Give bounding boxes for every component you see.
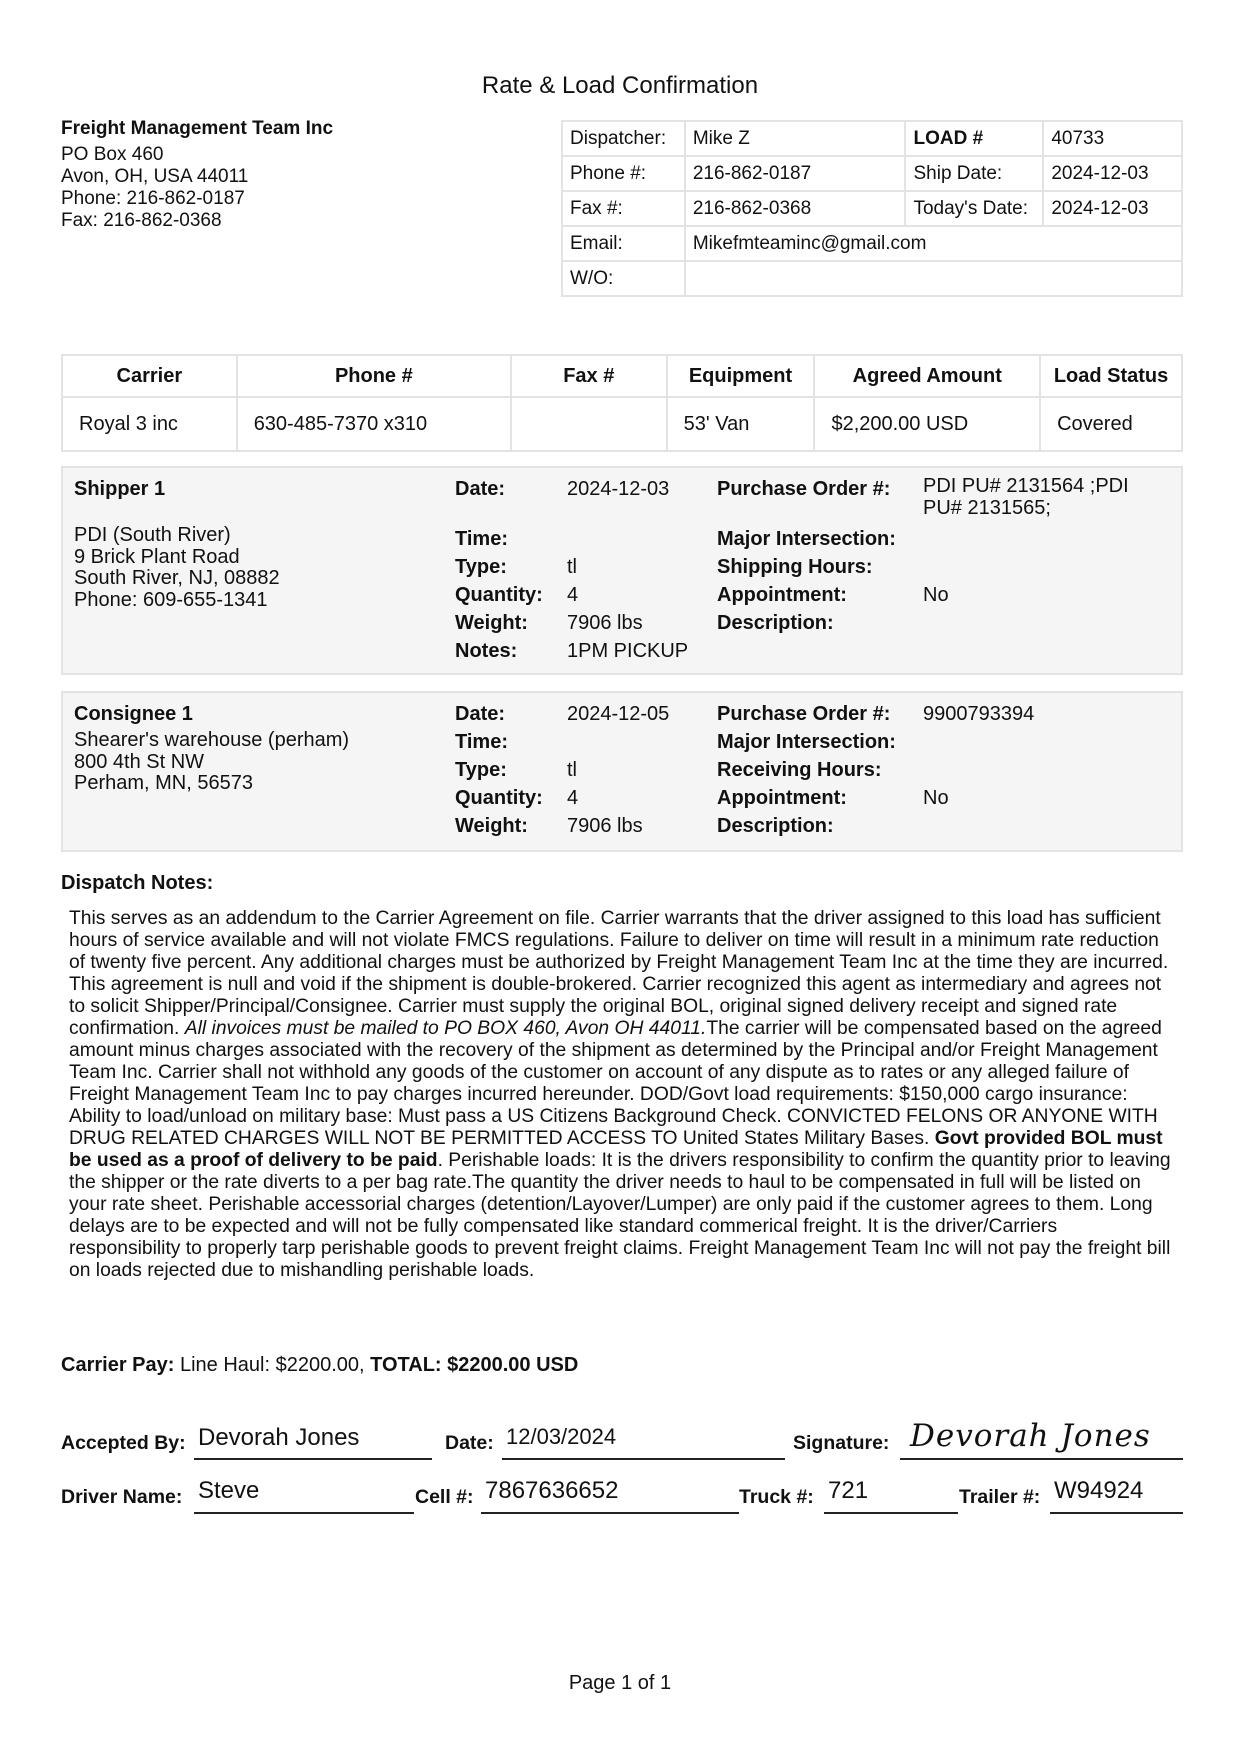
company-fax: Fax: 216-862-0368 xyxy=(61,210,222,231)
notes-text: This serves as an addendum to the Carrier Agreement on file. Carrier warrants that the driver assigned to this load has sufficient hours of service available and will not violate FMCS regulations. Failure to deliver on time will result in a minimum rate reduction of twenty five percent. Any additional charges must be authorized by Freight Management Team Inc at the time they are incurred. This agreement is null and void if the shipment is double-brokered. Carrier recognized this agent as intermediary and agrees not to solicit Shipper/Principal/Consignee. Carrier must supply the original BOL, original signed delivery receipt and signed rate confirmation. xyxy=(69,908,1169,1039)
dispatch-notes-body xyxy=(69,908,1173,1282)
shipper-type-value: tl xyxy=(567,556,577,578)
signature-field[interactable]: Devorah Jones xyxy=(900,1418,1183,1460)
date-field[interactable]: 12/03/2024 xyxy=(502,1424,785,1460)
shipper-date-value: 2024-12-03 xyxy=(567,478,670,500)
shipper-date-label: Date: xyxy=(455,478,506,500)
consignee-title: Consignee 1 xyxy=(74,703,193,725)
receiving-hours-label: Receiving Hours: xyxy=(717,759,882,781)
company-block xyxy=(61,118,333,232)
email-value: Mikefmteaminc@gmail.com xyxy=(685,226,1182,261)
consignee-quantity-value: 4 xyxy=(567,787,579,809)
company-name: Freight Management Team Inc xyxy=(61,118,334,139)
shipper-appointment-label: Appointment: xyxy=(717,584,847,606)
dispatch-phone-value: 216-862-0187 xyxy=(685,156,906,191)
shipper-address xyxy=(74,525,280,611)
company-phone: Phone: 216-862-0187 xyxy=(61,188,245,209)
consignee-type-value: tl xyxy=(567,759,577,781)
shipper-description-label: Description: xyxy=(717,612,834,634)
trailer-field[interactable]: W94924 xyxy=(1050,1477,1183,1514)
shipper-address-line: PDI (South River) xyxy=(74,524,231,546)
shipper-address-line: Phone: 609-655-1341 xyxy=(74,588,268,611)
consignee-box xyxy=(61,691,1183,852)
consignee-description-label: Description: xyxy=(717,815,834,837)
consignee-address xyxy=(74,730,349,795)
consignee-po-label: Purchase Order #: xyxy=(717,703,891,725)
load-status-header: Load Status xyxy=(1040,355,1182,397)
truck-label: Truck #: xyxy=(739,1486,814,1508)
shipper-title: Shipper 1 xyxy=(74,478,166,500)
load-number-value: 40733 xyxy=(1043,121,1182,156)
work-order-value xyxy=(685,261,1182,296)
notes-text: The carrier will be compensated based on the agreed amount minus charges associated with the recovery of the shipment as determined by the Principal and/or Freight Management Team Inc. Carrier shall not withhold any goods of the customer on account of any dispute as to rates or any alleged failure of Freight Management Team Inc to pay charges incurred hereunder. DOD/Govt load requirements: $150,000 cargo insurance: Ability to load/unload on military base: Must pass a US Citizens Background Check. CONVICTED FELONS OR ANYONE WITH DRUG RELATED CHARGES WILL NOT BE PERMITTED ACCESS TO United States Military Bases. xyxy=(69,1018,1162,1149)
cell-field[interactable]: 7867636652 xyxy=(481,1477,739,1514)
shipper-address-line: 9 Brick Plant Road xyxy=(74,545,240,568)
carrier-fax-header: Fax # xyxy=(511,355,667,397)
agreed-amount-header: Agreed Amount xyxy=(814,355,1040,397)
shipper-po-label: Purchase Order #: xyxy=(717,478,891,500)
ship-date-label: Ship Date: xyxy=(905,156,1043,191)
consignee-address-line: 800 4th St NW xyxy=(74,750,205,773)
dispatcher-label: Dispatcher: xyxy=(562,121,685,156)
accepted-by-field[interactable]: Devorah Jones xyxy=(194,1424,432,1460)
accepted-by-label: Accepted By: xyxy=(61,1432,186,1454)
document-title: Rate & Load Confirmation xyxy=(481,72,759,99)
carrier-fax xyxy=(511,397,667,451)
notes-invoice-italic: All invoices must be mailed to PO BOX 460, Avon OH 44011. xyxy=(184,1018,707,1039)
notes-bol-bold: Govt provided BOL must be used as a proof of delivery to be paid xyxy=(69,1128,1163,1171)
driver-name-field[interactable]: Steve xyxy=(194,1477,414,1514)
agreed-amount-value: $2,200.00 USD xyxy=(814,397,1040,451)
carrier-name: Royal 3 inc xyxy=(62,397,237,451)
shipper-major-intersection-label: Major Intersection: xyxy=(717,528,896,550)
shipper-notes-label: Notes: xyxy=(455,640,518,662)
shipper-appointment-value: No xyxy=(923,584,949,606)
carrier-phone: 630-485-7370 x310 xyxy=(237,397,511,451)
consignee-weight-label: Weight: xyxy=(455,815,528,837)
consignee-quantity-label: Quantity: xyxy=(455,787,543,809)
date-label: Date: xyxy=(445,1432,494,1454)
page-number: Page 1 of 1 xyxy=(568,1672,672,1694)
consignee-date-value: 2024-12-05 xyxy=(567,703,670,725)
consignee-appointment-label: Appointment: xyxy=(717,787,847,809)
dispatch-table xyxy=(561,120,1183,297)
dispatch-fax-label: Fax #: xyxy=(562,191,685,226)
carrier-pay-label: Carrier Pay: xyxy=(61,1354,175,1376)
shipper-quantity-label: Quantity: xyxy=(455,584,543,606)
shipper-weight-value: 7906 lbs xyxy=(567,612,643,634)
trailer-label: Trailer #: xyxy=(959,1486,1041,1508)
load-status-value: Covered xyxy=(1040,397,1182,451)
cell-label: Cell #: xyxy=(415,1486,474,1508)
equipment-value: 53' Van xyxy=(667,397,815,451)
consignee-major-intersection-label: Major Intersection: xyxy=(717,731,896,753)
shipper-po-value-cont: PU# 2131565; xyxy=(923,497,1051,519)
shipper-weight-label: Weight: xyxy=(455,612,528,634)
truck-field[interactable]: 721 xyxy=(824,1477,958,1514)
company-address-line1: PO Box 460 xyxy=(61,144,164,165)
email-label: Email: xyxy=(562,226,685,261)
load-number-label: LOAD # xyxy=(905,121,1043,156)
dispatch-notes-heading: Dispatch Notes: xyxy=(61,872,214,894)
dispatch-phone-label: Phone #: xyxy=(562,156,685,191)
shipper-box xyxy=(61,466,1183,675)
todays-date-value: 2024-12-03 xyxy=(1043,191,1182,226)
shipper-quantity-value: 4 xyxy=(567,584,579,606)
shipper-address-line: South River, NJ, 08882 xyxy=(74,567,280,589)
consignee-time-label: Time: xyxy=(455,731,508,753)
line-haul-text: Line Haul: $2200.00, xyxy=(174,1354,371,1376)
consignee-address-line: Perham, MN, 56573 xyxy=(74,772,253,794)
carrier-pay-line xyxy=(61,1354,578,1377)
shipper-po-value: PDI PU# 2131564 ;PDI xyxy=(923,475,1129,497)
signature-label: Signature: xyxy=(793,1432,890,1454)
notes-text: . Perishable loads: It is the drivers responsibility to confirm the quantity prior to leaving the shipper or the rate diverts to a per bag rate.The quantity the driver needs to haul to be compensated in full will be listed on your rate sheet. Perishable accessorial charges (detention/Layover/Lumper) are only paid if the customer agrees to them. Long delays are to be expected and will not be fully compensated like standard commerical freight. It is the driver/Carriers responsibility to properly tarp perishable goods to prevent freight claims. Freight Management Team Inc will not pay the freight bill on loads rejected due to mishandling perishable loads. xyxy=(69,1150,1171,1281)
consignee-type-label: Type: xyxy=(455,759,507,781)
consignee-address-line: Shearer's warehouse (perham) xyxy=(74,729,350,751)
equipment-header: Equipment xyxy=(667,355,815,397)
shipper-time-label: Time: xyxy=(455,528,508,550)
pay-total: TOTAL: $2200.00 USD xyxy=(370,1354,579,1376)
consignee-weight-value: 7906 lbs xyxy=(567,815,643,837)
consignee-appointment-value: No xyxy=(923,787,949,809)
ship-date-value: 2024-12-03 xyxy=(1043,156,1182,191)
carrier-phone-header: Phone # xyxy=(237,355,511,397)
work-order-label: W/O: xyxy=(562,261,685,296)
driver-name-label: Driver Name: xyxy=(61,1486,183,1508)
carrier-table xyxy=(61,354,1183,452)
dispatch-fax-value: 216-862-0368 xyxy=(685,191,906,226)
company-address-line2: Avon, OH, USA 44011 xyxy=(61,166,249,187)
dispatcher-value: Mike Z xyxy=(685,121,906,156)
shipper-notes-value: 1PM PICKUP xyxy=(567,640,689,662)
consignee-date-label: Date: xyxy=(455,703,506,725)
shipper-type-label: Type: xyxy=(455,556,507,578)
carrier-header: Carrier xyxy=(62,355,237,397)
todays-date-label: Today's Date: xyxy=(905,191,1043,226)
shipping-hours-label: Shipping Hours: xyxy=(717,556,873,578)
consignee-po-value: 9900793394 xyxy=(923,703,1035,725)
